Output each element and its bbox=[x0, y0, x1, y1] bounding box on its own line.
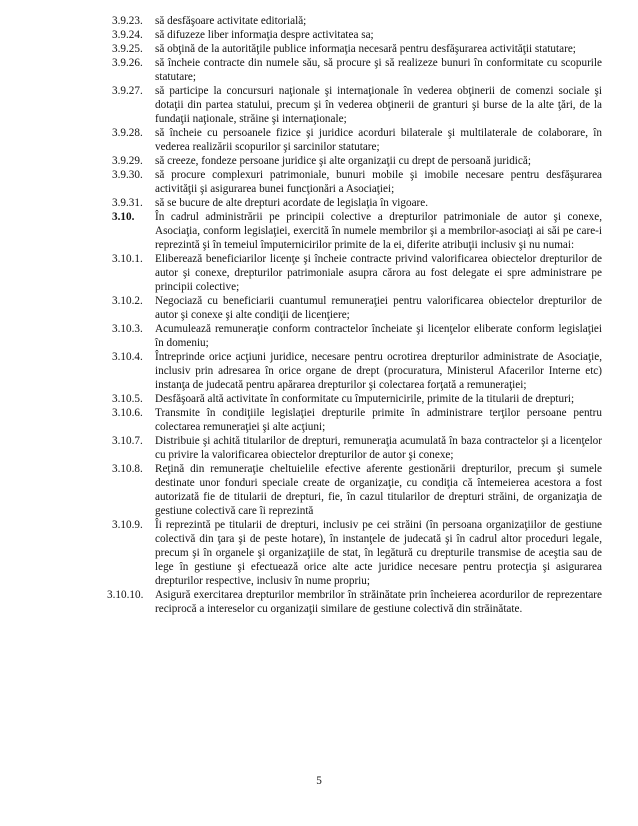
clause-text: să încheie cu persoanele fizice şi juridice acorduri bilaterale şi multilaterale de colaborare, în vederea realizării scopurilor şi sarcinilor statutare; bbox=[155, 127, 602, 153]
clause-number: 3.10.1. bbox=[112, 253, 143, 265]
clause-number: 3.10.6. bbox=[112, 407, 143, 419]
clause-number: 3.10.2. bbox=[112, 295, 143, 307]
clause-item bbox=[112, 84, 602, 126]
clause-number: 3.9.29. bbox=[112, 155, 143, 167]
clause-text: Întreprinde orice acţiuni juridice, necesare pentru ocrotirea drepturilor administrate de Asociaţie, inclusiv prin adresarea în orice organe de drept (procuratura, Ministerul Afacerilor Interne etc) instanţa de judecată pentru apărarea drepturilor şi colectarea forţată a remuneraţiei; bbox=[155, 351, 602, 391]
clause-number: 3.9.31. bbox=[112, 197, 143, 209]
clause-item bbox=[112, 434, 602, 462]
clause-number: 3.10.9. bbox=[112, 519, 143, 531]
clause-text: să obţină de la autorităţile publice informaţia necesară pentru desfăşurarea activităţii statutare; bbox=[155, 43, 576, 55]
clause-number: 3.10. bbox=[112, 211, 135, 223]
clause-number: 3.10.7. bbox=[112, 435, 143, 447]
clause-number: 3.9.25. bbox=[112, 43, 143, 55]
clause-number: 3.9.27. bbox=[112, 85, 143, 97]
clause-number: 3.10.8. bbox=[112, 463, 143, 475]
clause-item bbox=[112, 42, 602, 56]
clause-text: Reţină din remuneraţie cheltuielile efective aferente gestionării drepturilor, precum şi sumele destinate unor fonduri speciale create de organizaţie, cu condiţia că întemeierea acestora a fost autorizată fie de titularii de drepturi, fie, în cazul titularilor de drepturi străini, de organizaţia de gestiune colectivă care îi reprezintă bbox=[155, 463, 602, 517]
clause-item bbox=[112, 210, 602, 252]
clause-text: să procure complexuri patrimoniale, bunuri mobile şi imobile necesare pentru desfăşurarea activităţii şi asigurarea bunei funcţionări a Asociaţiei; bbox=[155, 169, 602, 195]
clause-item bbox=[112, 252, 602, 294]
clause-number: 3.10.10. bbox=[107, 589, 144, 601]
clause-text: Acumulează remuneraţie conform contractelor încheiate şi licenţelor eliberate conform legislaţiei în domeniu; bbox=[155, 323, 602, 349]
clause-text: Transmite în condiţiile legislaţiei drepturile primite în administrare terţilor persoane pentru colectarea remuneraţiei şi alte acţiuni; bbox=[155, 407, 602, 433]
clause-item bbox=[112, 28, 602, 42]
clause-item bbox=[112, 518, 602, 588]
clause-number: 3.10.3. bbox=[112, 323, 143, 335]
article-list bbox=[107, 14, 602, 616]
clause-item bbox=[112, 294, 602, 322]
clause-number: 3.9.26. bbox=[112, 57, 143, 69]
clause-item bbox=[112, 168, 602, 196]
clause-item bbox=[112, 406, 602, 434]
clause-item bbox=[112, 350, 602, 392]
clause-text: să se bucure de alte drepturi acordate de legislaţia în vigoare. bbox=[155, 197, 429, 209]
page-number: 5 bbox=[316, 775, 322, 787]
clause-number: 3.9.24. bbox=[112, 29, 143, 41]
clause-number: 3.9.23. bbox=[112, 15, 143, 27]
clause-number: 3.10.5. bbox=[112, 393, 143, 405]
clause-number: 3.9.28. bbox=[112, 127, 143, 139]
clause-text: să desfăşoare activitate editorială; bbox=[155, 15, 307, 27]
clause-item bbox=[112, 196, 602, 210]
clause-number: 3.10.4. bbox=[112, 351, 143, 363]
clause-text: Desfăşoară altă activitate în conformitate cu împuternicirile, primite de la titularii de drepturi; bbox=[155, 393, 575, 405]
clause-text: Îi reprezintă pe titularii de drepturi, inclusiv pe cei străini (în persoana organizaţiilor de gestiune colectivă din ţara şi de peste hotare), în instanţele de judecată şi în cadrul altor proceduri legale, precum şi în organele şi organizaţiile de stat, în legătură cu drepturile transmise de aceştia sau de lege în gestiune şi efectuează orice alte acte juridice necesare pentru protecţia şi asigurarea drepturilor respective, inclusiv în nume propriu; bbox=[155, 519, 602, 587]
clause-text: să participe la concursuri naţionale şi internaţionale în vederea obţinerii de comenzi sociale şi dotaţii din partea statului, precum şi în vederea obţinerii de granturi şi burse de la alte ţări, de la fundaţii naţionale, străine şi internaţionale; bbox=[155, 85, 602, 125]
clause-text: Eliberează beneficiarilor licenţe şi încheie contracte privind valorificarea obiectelor drepturilor de autor şi conexe, drepturilor patrimoniale asupra cărora au fost delegate ei spre administrare pe principii colective; bbox=[155, 253, 602, 293]
clause-text: Distribuie şi achită titularilor de drepturi, remuneraţia acumulată în baza contractelor şi a licenţelor cu privire la valorificarea obiectelor drepturilor de autor şi conexe; bbox=[155, 435, 602, 461]
clause-text: să creeze, fondeze persoane juridice şi alte organizaţii cu drept de persoană juridică; bbox=[155, 155, 531, 167]
clause-text: În cadrul administrării pe principii colective a drepturilor patrimoniale de autor şi conexe, Asociaţia, conform legislaţiei, exercită în numele membrilor şi a membrilor-asociaţi ai săi pe care-i reprezintă şi în temeiul împuternicirilor primite de la ei, diferite atribuţii inclusiv şi nu numai: bbox=[155, 211, 602, 251]
clause-item bbox=[112, 154, 602, 168]
clause-text: Negociază cu beneficiarii cuantumul remuneraţiei pentru valorificarea obiectelor drepturilor de autor şi conexe şi alte condiţii de licenţiere; bbox=[155, 295, 602, 321]
clause-number: 3.9.30. bbox=[112, 169, 143, 181]
clause-item bbox=[112, 56, 602, 84]
clause-item bbox=[112, 322, 602, 350]
clause-item bbox=[112, 14, 602, 28]
clause-text: Asigură exercitarea drepturilor membrilor în străinătate prin încheierea acordurilor de reprezentare reciprocă a intereselor cu organizaţii similare de gestiune colectivă din străinătate. bbox=[155, 589, 602, 615]
clause-item bbox=[107, 588, 602, 616]
clause-item bbox=[112, 126, 602, 154]
clause-text: să difuzeze liber informaţia despre activitatea sa; bbox=[155, 29, 374, 41]
clause-item bbox=[112, 392, 602, 406]
clause-text: să încheie contracte din numele său, să procure şi să realizeze bunuri în conformitate cu scopurile statutare; bbox=[155, 57, 602, 83]
clause-item bbox=[112, 462, 602, 518]
